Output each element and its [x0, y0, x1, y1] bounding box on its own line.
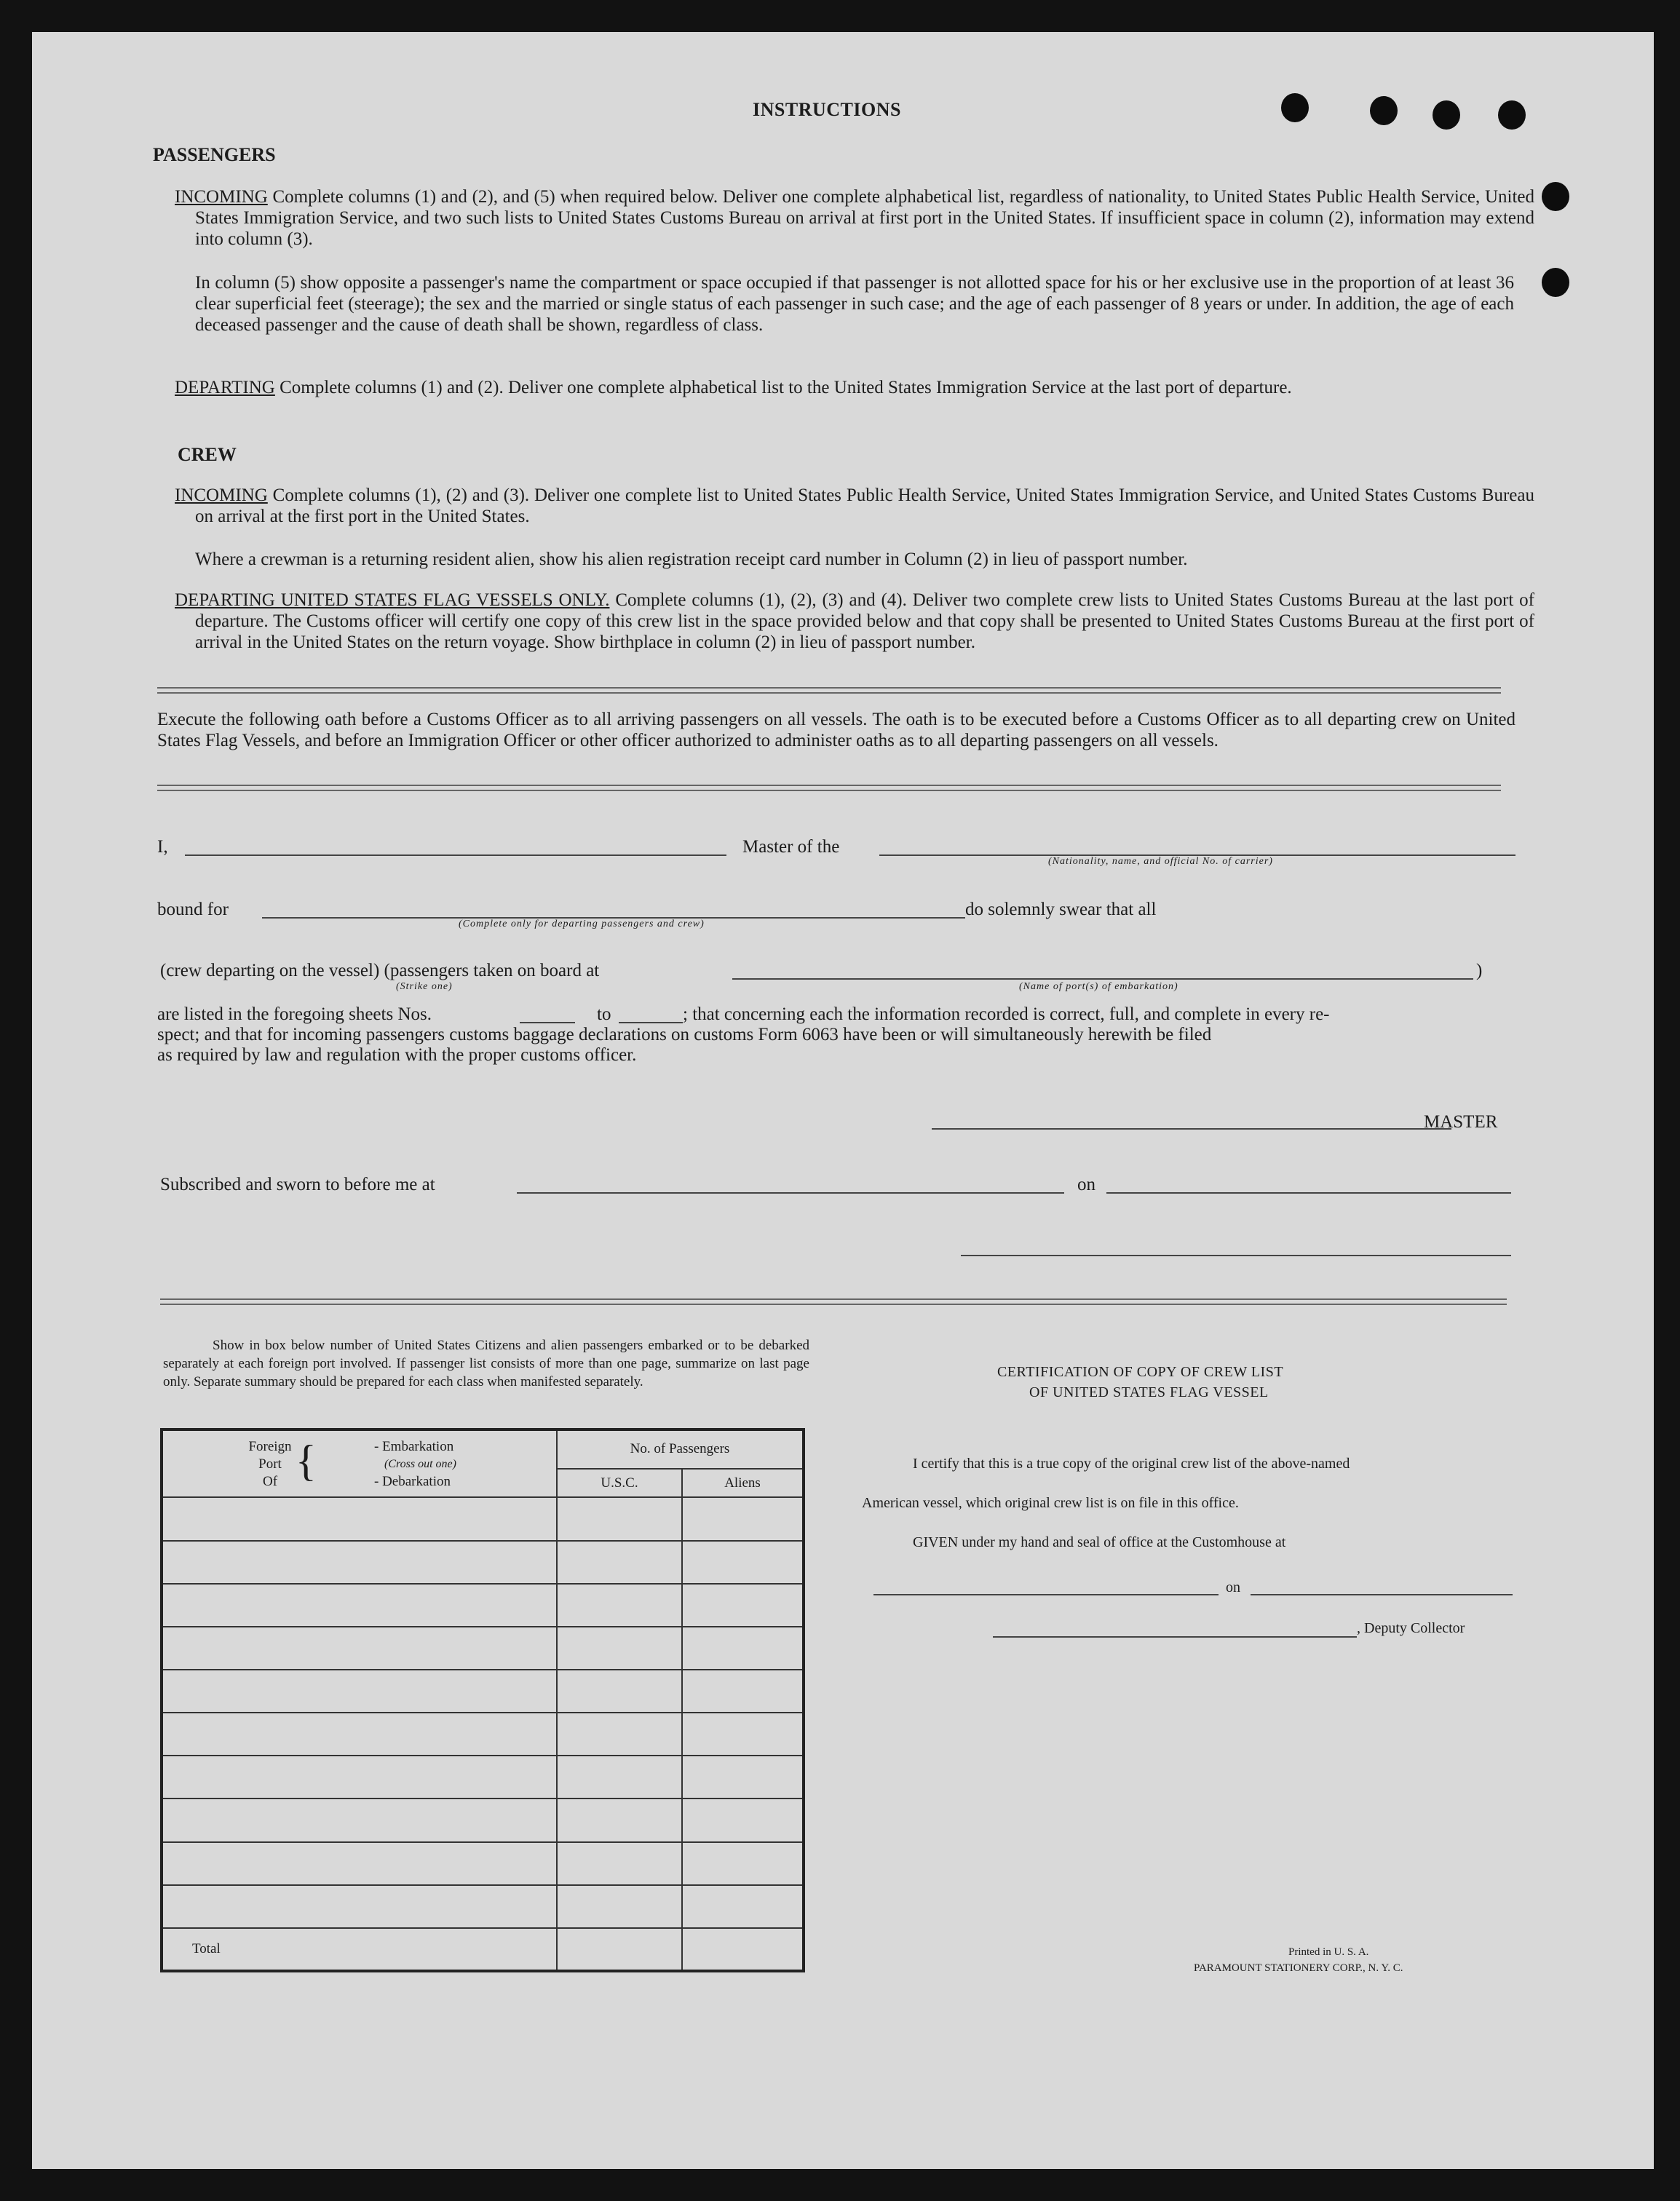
- section-divider: [157, 687, 1501, 694]
- aliens-cell[interactable]: [682, 1627, 804, 1670]
- certification-line-1: I certify that this is a true copy of the original crew list of the above-named: [913, 1456, 1350, 1472]
- certification-on-label: on: [1226, 1579, 1240, 1595]
- master-of-the-label: Master of the: [742, 837, 840, 857]
- of-label: Of: [262, 1474, 278, 1489]
- punch-hole: [1542, 268, 1569, 297]
- passengers-incoming-lead: INCOMING: [175, 187, 268, 207]
- usc-cell[interactable]: [557, 1799, 682, 1841]
- port-header-cell: [162, 1429, 557, 1497]
- carrier-hint: (Nationality, name, and official No. of carrier): [1048, 856, 1273, 867]
- port-cell[interactable]: [162, 1497, 557, 1540]
- crew-incoming-text: Complete columns (1), (2) and (3). Deliver one complete list to United States Public Health Service, United States Immigration Service, and United States Customs Bureau on arrival at the first port in the United States.: [195, 485, 1534, 526]
- execute-oath-paragraph: Execute the following oath before a Customs Officer as to all arriving passengers on all vessels. The oath is to be executed before a Customs Officer as to all departing crew on United States Flag Vessels, and before an Immigration Officer or other officer authorized to administer oaths as to all departing passengers on all vessels.: [157, 710, 1515, 750]
- port-cell[interactable]: [162, 1842, 557, 1885]
- aliens-cell[interactable]: [682, 1756, 804, 1799]
- aliens-cell[interactable]: [682, 1670, 804, 1713]
- punch-hole: [1433, 100, 1460, 130]
- master-label: MASTER: [1424, 1112, 1498, 1132]
- sheet-from-field[interactable]: [520, 1022, 575, 1023]
- bound-for-label: bound for: [157, 900, 229, 919]
- usc-cell[interactable]: [557, 1842, 682, 1885]
- instructions-title: INSTRUCTIONS: [753, 99, 901, 120]
- customhouse-date-field[interactable]: [1251, 1594, 1513, 1595]
- table-row: [162, 1713, 804, 1756]
- brace-glyph: {: [296, 1437, 317, 1485]
- port-cell[interactable]: [162, 1713, 557, 1756]
- usc-cell[interactable]: [557, 1627, 682, 1670]
- section-divider: [160, 1298, 1507, 1305]
- deputy-collector-signature-field[interactable]: [993, 1636, 1357, 1638]
- listed-label: are listed in the foregoing sheets Nos.: [157, 1004, 432, 1024]
- crew-departing-paragraph: [175, 590, 1534, 653]
- port-cell[interactable]: [162, 1885, 557, 1928]
- form-page: [32, 32, 1654, 2169]
- listed-text: ; that concerning each the information recorded is correct, full, and complete in every re-: [683, 1004, 1330, 1024]
- passengers-departing-text: Complete columns (1) and (2). Deliver one complete alphabetical list to the United States Immigration Service at the last port of departure.: [274, 378, 1292, 397]
- crew-resident-paragraph: Where a crewman is a returning resident alien, show his alien registration receipt card number in Column (2) in lieu of passport number.: [195, 550, 1188, 569]
- bound-for-hint: (Complete only for departing passengers and crew): [459, 919, 705, 929]
- usc-cell[interactable]: [557, 1497, 682, 1540]
- cross-out-label: (Cross out one): [384, 1458, 456, 1470]
- table-row: [162, 1541, 804, 1584]
- close-paren: ): [1476, 961, 1483, 980]
- embarkation-label: - Embarkation: [374, 1439, 454, 1454]
- passengers-incoming-text: Complete columns (1) and (2), and (5) when required below. Deliver one complete alphabetical list, regardless of nationality, to United States Public Health Service, United States Immigration Service, and two such lists to United States Customs Bureau on arrival at first port in the United States. If insufficient space in column (2), information may extend into column (3).: [195, 187, 1534, 249]
- swear-label: do solemnly swear that all: [965, 900, 1157, 919]
- subscribed-label: Subscribed and sworn to before me at: [160, 1175, 435, 1194]
- certification-line-2: American vessel, which original crew list is on file in this office.: [862, 1495, 1239, 1511]
- punch-hole: [1498, 100, 1526, 130]
- usc-cell[interactable]: [557, 1584, 682, 1627]
- table-row: [162, 1885, 804, 1928]
- certification-heading-2: OF UNITED STATES FLAG VESSEL: [1029, 1384, 1269, 1400]
- strike-one-hint: (Strike one): [396, 981, 453, 992]
- port-cell[interactable]: [162, 1670, 557, 1713]
- summary-note: Show in box below number of United States Citizens and alien passengers embarked or to be debarked separately at each foreign port involved. If passenger list consists of more than one page, summarize on last page only. Separate summary should be prepared for each class when manifested separately.: [163, 1338, 809, 1389]
- port-label: Port: [258, 1456, 282, 1472]
- section-divider: [157, 785, 1501, 791]
- aliens-cell[interactable]: [682, 1799, 804, 1841]
- usc-header: U.S.C.: [557, 1469, 682, 1497]
- customhouse-place-field[interactable]: [873, 1594, 1219, 1595]
- table-row: [162, 1756, 804, 1799]
- passengers-departing-lead: DEPARTING: [175, 378, 275, 397]
- subscribed-date-field[interactable]: [1106, 1192, 1511, 1194]
- table-row: [162, 1584, 804, 1627]
- foreign-label: Foreign: [248, 1439, 292, 1454]
- master-signature-field[interactable]: [932, 1128, 1451, 1130]
- usc-cell[interactable]: [557, 1670, 682, 1713]
- crew-incoming-paragraph: [175, 485, 1534, 527]
- punch-hole: [1370, 96, 1398, 125]
- usc-cell[interactable]: [557, 1756, 682, 1799]
- aliens-cell[interactable]: [682, 1842, 804, 1885]
- usc-cell[interactable]: [557, 1885, 682, 1928]
- aliens-cell[interactable]: [682, 1497, 804, 1540]
- officer-signature-field[interactable]: [961, 1255, 1511, 1256]
- strike-one-line: (crew departing on the vessel) (passengers taken on board at: [160, 961, 600, 980]
- certification-line-3: GIVEN under my hand and seal of office at the Customhouse at: [913, 1534, 1286, 1550]
- debarkation-label: - Debarkation: [374, 1474, 451, 1489]
- embarkation-ports-hint: (Name of port(s) of embarkation): [1019, 981, 1178, 992]
- listed-text-line2: spect; and that for incoming passengers customs baggage declarations on customs Form 6063 have been or will simultaneously herewith be filed: [157, 1025, 1212, 1044]
- aliens-header: Aliens: [682, 1469, 804, 1497]
- sheet-to-field[interactable]: [619, 1022, 683, 1023]
- passengers-heading: PASSENGERS: [153, 144, 276, 165]
- punch-hole: [1281, 93, 1309, 122]
- table-row: [162, 1799, 804, 1841]
- total-usc-cell[interactable]: [557, 1928, 682, 1971]
- aliens-cell[interactable]: [682, 1713, 804, 1756]
- deputy-collector-label: , Deputy Collector: [1357, 1620, 1465, 1636]
- master-name-field[interactable]: [185, 854, 726, 856]
- usc-cell[interactable]: [557, 1713, 682, 1756]
- passengers-column5-paragraph: In column (5) show opposite a passenger's name the compartment or space occupied if that passenger is not allotted space for his or her exclusive use in the proportion of at least 36 clear superficial feet (steerage); the sex and the married or single status of each passenger in such case; and the age of each passenger of 8 years or under. In addition, the age of each deceased passenger and the cause of death shall be shown, regardless of class.: [195, 273, 1514, 335]
- printer-name: PARAMOUNT STATIONERY CORP., N. Y. C.: [1194, 1962, 1403, 1974]
- aliens-cell[interactable]: [682, 1584, 804, 1627]
- subscribed-place-field[interactable]: [517, 1192, 1064, 1194]
- table-row: [162, 1842, 804, 1885]
- usc-cell[interactable]: [557, 1541, 682, 1584]
- passenger-summary-table: [160, 1428, 805, 1972]
- crew-departing-lead: DEPARTING UNITED STATES FLAG VESSELS ONLY.: [175, 590, 610, 610]
- port-cell[interactable]: [162, 1756, 557, 1799]
- total-aliens-cell[interactable]: [682, 1928, 804, 1971]
- no-of-passengers-header: No. of Passengers: [557, 1429, 804, 1469]
- aliens-cell[interactable]: [682, 1885, 804, 1928]
- port-cell[interactable]: [162, 1541, 557, 1584]
- punch-hole: [1542, 182, 1569, 211]
- passengers-departing-paragraph: [175, 377, 1534, 398]
- port-cell[interactable]: [162, 1799, 557, 1841]
- table-row: [162, 1627, 804, 1670]
- listed-to-label: to: [597, 1004, 611, 1024]
- listed-text-line3: as required by law and regulation with the proper customs officer.: [157, 1045, 637, 1065]
- certification-heading-1: CERTIFICATION OF COPY OF CREW LIST: [997, 1364, 1284, 1380]
- embarkation-ports-field[interactable]: [732, 978, 1473, 980]
- printed-in-usa: Printed in U. S. A.: [1288, 1946, 1369, 1958]
- port-cell[interactable]: [162, 1627, 557, 1670]
- crew-heading: CREW: [178, 444, 237, 465]
- total-row: [162, 1928, 804, 1971]
- table-row: [162, 1497, 804, 1540]
- total-label: Total: [162, 1928, 557, 1971]
- passengers-incoming-paragraph: [175, 186, 1534, 250]
- aliens-cell[interactable]: [682, 1541, 804, 1584]
- table-row: [162, 1670, 804, 1713]
- port-cell[interactable]: [162, 1584, 557, 1627]
- crew-departing-text: Complete columns (1), (2), (3) and (4). Deliver two complete crew lists to United States Customs Bureau at the last port of departure. The Customs officer will certify one copy of this crew list in the space provided below and that copy shall be presented to United States Customs Bureau at the first port of arrival in the United States on the return voyage. Show birthplace in column (2) in lieu of passport number.: [195, 590, 1534, 652]
- subscribed-on-label: on: [1077, 1175, 1095, 1194]
- crew-incoming-lead: INCOMING: [175, 485, 268, 505]
- oath-i-label: I,: [157, 837, 168, 857]
